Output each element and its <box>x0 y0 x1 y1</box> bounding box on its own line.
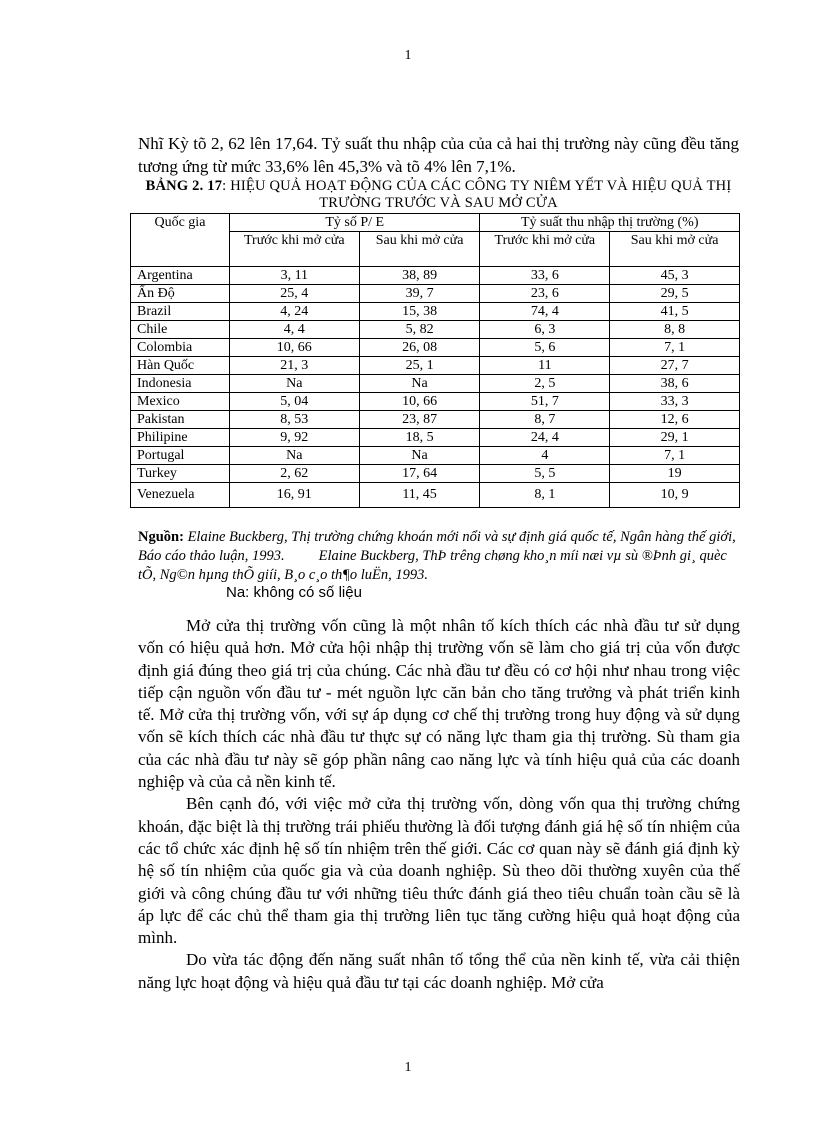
table-row <box>131 411 740 429</box>
cell-yield-after: 41, 5 <box>610 303 740 321</box>
source-text-2: Elaine Buckberg, ThÞ trêng chøng kho¸n míi næi vµ sù ®Þnh gi¸ quèc tÕ, Ng©n hµng thÕ giíi, B¸o c¸o th¶o luËn, 1993. <box>138 548 727 583</box>
na-note: Na: không có số liệu <box>226 584 362 601</box>
cell-pe-after: 38, 89 <box>359 267 480 285</box>
cell-country: Argentina <box>131 267 230 285</box>
cell-pe-before: 16, 91 <box>229 483 359 508</box>
header-yield-after: Sau khi mở cửa <box>610 232 740 267</box>
cell-country: Brazil <box>131 303 230 321</box>
header-country: Quốc gia <box>131 214 230 267</box>
data-table <box>130 213 740 508</box>
cell-yield-after: 7, 1 <box>610 339 740 357</box>
body-text <box>138 615 740 994</box>
cell-country: Portugal <box>131 447 230 465</box>
cell-country: Venezuela <box>131 483 230 508</box>
cell-yield-before: 4 <box>480 447 610 465</box>
cell-country: Ấn Độ <box>131 285 230 303</box>
cell-pe-before: 10, 66 <box>229 339 359 357</box>
cell-pe-before: 5, 04 <box>229 393 359 411</box>
cell-yield-before: 23, 6 <box>480 285 610 303</box>
cell-yield-before: 6, 3 <box>480 321 610 339</box>
header-pe-group: Tỷ số P/ E <box>229 214 480 232</box>
cell-yield-after: 8, 8 <box>610 321 740 339</box>
cell-yield-after: 27, 7 <box>610 357 740 375</box>
table-row <box>131 447 740 465</box>
cell-country: Turkey <box>131 465 230 483</box>
table-row <box>131 483 740 508</box>
cell-country: Chile <box>131 321 230 339</box>
cell-pe-after: 15, 38 <box>359 303 480 321</box>
cell-yield-after: 33, 3 <box>610 393 740 411</box>
cell-country: Colombia <box>131 339 230 357</box>
header-yield-group: Tỷ suất thu nhập thị trường (%) <box>480 214 740 232</box>
cell-pe-after: Na <box>359 447 480 465</box>
table-caption-label: BẢNG 2. 17 <box>145 178 223 194</box>
page-number-bottom: 1 <box>404 1060 412 1075</box>
cell-pe-before: 25, 4 <box>229 285 359 303</box>
cell-yield-after: 45, 3 <box>610 267 740 285</box>
cell-yield-before: 24, 4 <box>480 429 610 447</box>
cell-yield-after: 29, 5 <box>610 285 740 303</box>
table-caption-title: : HIỆU QUẢ HOẠT ĐỘNG CỦA CÁC CÔNG TY NIÊM YẾT VÀ HIỆU QUẢ THỊ TRƯỜNG TRƯỚC VÀ SAU MỞ CỬA <box>222 178 732 211</box>
cell-country: Indonesia <box>131 375 230 393</box>
table-caption <box>138 178 739 212</box>
cell-pe-before: Na <box>229 375 359 393</box>
cell-pe-after: 39, 7 <box>359 285 480 303</box>
cell-country: Pakistan <box>131 411 230 429</box>
table-row <box>131 339 740 357</box>
paragraph: Bên cạnh đó, với việc mở cửa thị trường vốn, dòng vốn qua thị trường chứng khoán, đặc biệt là thị trường trái phiếu thường là đối tượng đánh giá hệ số tín nhiệm của các tổ chức xác định hệ số tín nhiệm trên thế giới. Các cơ quan này sẽ đánh giá định kỳ hệ số tín nhiệm của quốc gia và của doanh nghiệp. Sù theo dõi thường xuyên của thế giới và công chúng đầu tư với những tiêu thức đánh giá theo tiêu chuẩn toàn cầu sẽ là áp lực để các chủ thể tham gia thị trường liên tục tăng cường hiệu quả hoạt động của mình. <box>138 794 740 948</box>
table-row <box>131 267 740 285</box>
cell-yield-before: 8, 1 <box>480 483 610 508</box>
cell-yield-after: 10, 9 <box>610 483 740 508</box>
cell-yield-before: 2, 5 <box>480 375 610 393</box>
cell-pe-after: 26, 08 <box>359 339 480 357</box>
cell-yield-before: 33, 6 <box>480 267 610 285</box>
cell-yield-before: 11 <box>480 357 610 375</box>
cell-pe-after: 10, 66 <box>359 393 480 411</box>
cell-pe-before: 4, 24 <box>229 303 359 321</box>
table-row <box>131 375 740 393</box>
paragraph: Do vừa tác động đến năng suất nhân tố tổng thể của nền kinh tế, vừa cải thiện năng lực hoạt động và hiệu quả đầu tư tại các doanh nghiệp. Mở cửa <box>138 950 740 992</box>
cell-pe-after: 18, 5 <box>359 429 480 447</box>
cell-country: Philipine <box>131 429 230 447</box>
cell-pe-after: 23, 87 <box>359 411 480 429</box>
cell-pe-before: 3, 11 <box>229 267 359 285</box>
source-label: Nguồn: <box>138 529 184 545</box>
cell-yield-after: 29, 1 <box>610 429 740 447</box>
paragraph: Mở cửa thị trường vốn cũng là một nhân tố kích thích các nhà đầu tư sử dụng vốn có hiệu quả hơn. Mở cửa hội nhập thị trường vốn sẽ làm cho giá trị của vốn được định giá đúng theo giá trị của chúng. Các nhà đầu tư đều có cơ hội như nhau trong việc tiếp cận nguồn vốn đầu tư - mét nguồn lực căn bản cho tăng trưởng và phát triển kinh tế. Mở cửa thị trường vốn, với sự áp dụng cơ chế thị trường trong huy động và sử dụng vốn sẽ kích thích các nhà đầu tư thực sự có năng lực tham gia thị trường. Sù tham gia của các nhà đầu tư này sẽ góp phần nâng cao năng lực và tính hiệu quả của các doanh nghiệp và của cả nền kinh tế. <box>138 616 740 792</box>
source-note <box>138 528 741 585</box>
table-row <box>131 465 740 483</box>
cell-pe-after: 11, 45 <box>359 483 480 508</box>
cell-pe-before: Na <box>229 447 359 465</box>
cell-yield-after: 38, 6 <box>610 375 740 393</box>
cell-pe-after: 5, 82 <box>359 321 480 339</box>
cell-pe-before: 21, 3 <box>229 357 359 375</box>
header-yield-before: Trước khi mở cửa <box>480 232 610 267</box>
cell-pe-before: 2, 62 <box>229 465 359 483</box>
page-number-top: 1 <box>404 48 412 63</box>
cell-pe-after: 25, 1 <box>359 357 480 375</box>
header-pe-before: Trước khi mở cửa <box>229 232 359 267</box>
cell-yield-after: 12, 6 <box>610 411 740 429</box>
table-row <box>131 393 740 411</box>
cell-pe-before: 9, 92 <box>229 429 359 447</box>
cell-yield-before: 8, 7 <box>480 411 610 429</box>
table-header-row <box>131 214 740 232</box>
cell-country: Mexico <box>131 393 230 411</box>
cell-yield-after: 19 <box>610 465 740 483</box>
cell-yield-after: 7, 1 <box>610 447 740 465</box>
intro-paragraph: Nhĩ Kỳ tõ 2, 62 lên 17,64. Tỷ suất thu nhập của của cả hai thị trường này cũng đều tăng tương ứng từ mức 33,6% lên 45,3% và tõ 4% lên 7,1%. <box>138 134 739 176</box>
cell-yield-before: 5, 6 <box>480 339 610 357</box>
cell-yield-before: 74, 4 <box>480 303 610 321</box>
cell-yield-before: 5, 5 <box>480 465 610 483</box>
source-text-1: Elaine Buckberg, Thị trường chứng khoán mới nổi và sự định giá quốc tế, Ngân hàng thế giới, Báo cáo thảo luận, 1993. <box>138 529 736 564</box>
table-row <box>131 285 740 303</box>
table-row <box>131 429 740 447</box>
cell-pe-before: 4, 4 <box>229 321 359 339</box>
cell-pe-before: 8, 53 <box>229 411 359 429</box>
table-row <box>131 303 740 321</box>
header-pe-after: Sau khi mở cửa <box>359 232 480 267</box>
cell-country: Hàn Quốc <box>131 357 230 375</box>
table-row <box>131 321 740 339</box>
cell-pe-after: 17, 64 <box>359 465 480 483</box>
table-row <box>131 357 740 375</box>
cell-yield-before: 51, 7 <box>480 393 610 411</box>
cell-pe-after: Na <box>359 375 480 393</box>
